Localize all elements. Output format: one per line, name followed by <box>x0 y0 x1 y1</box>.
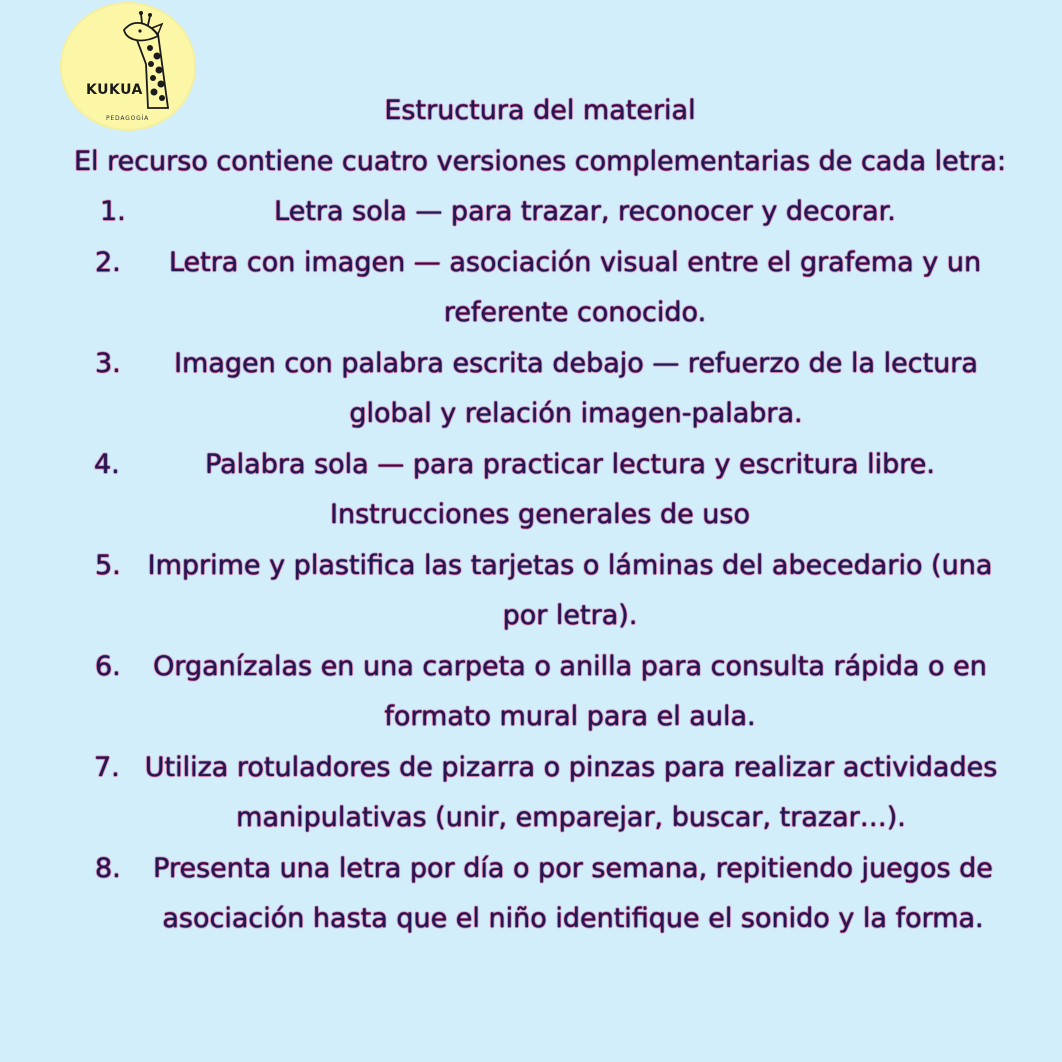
list-item-number: 4. <box>94 448 120 480</box>
list-item <box>62 541 1018 642</box>
list-item-text: Palabra sola — para practicar lectura y escritura libre. <box>205 448 935 480</box>
list-item-number: 7. <box>94 751 120 783</box>
list-item <box>62 187 1018 238</box>
list-item <box>62 440 1018 491</box>
list-item <box>62 238 1018 339</box>
instructions-title: Instrucciones generales de uso <box>330 499 750 530</box>
list-item-text: Imagen con palabra escrita debajo — refuerzo de la lectura global y relación imagen-palabra. <box>174 347 978 429</box>
document-body <box>62 86 1018 945</box>
logo-brand: KUKUA <box>86 82 143 98</box>
list-item-text: Imprime y plastifica las tarjetas o láminas del abecedario (una por letra). <box>147 549 993 631</box>
intro-text: El recurso contiene cuatro versiones complementarias de cada letra: <box>73 145 1007 177</box>
list-item <box>62 642 1018 743</box>
list-item-number: 5. <box>95 549 121 581</box>
list-item-number: 1. <box>100 196 126 227</box>
section-title: Estructura del material <box>384 95 696 126</box>
list-item-text: Utiliza rotuladores de pizarra o pinzas para realizar actividades manipulativas (unir, emparejar, buscar, trazar…). <box>144 751 998 833</box>
logo-subtitle: PEDAGOGÍA <box>106 115 150 122</box>
list-item <box>62 844 1018 945</box>
list-item <box>62 743 1018 844</box>
list-item-text: Presenta una letra por día o por semana, repitiendo juegos de asociación hasta que el niño identifique el sonido y la forma. <box>153 852 993 934</box>
list-item-number: 2. <box>95 246 121 278</box>
list-item-number: 3. <box>95 347 121 379</box>
list-item-number: 6. <box>95 650 121 682</box>
list-item-text: Organízalas en una carpeta o anilla para consulta rápida o en formato mural para el aula. <box>153 650 987 732</box>
list-item <box>62 339 1018 440</box>
list-item-number: 8. <box>95 852 121 884</box>
list-item-text: Letra sola — para trazar, reconocer y decorar. <box>274 196 896 227</box>
list-item-text: Letra con imagen — asociación visual entre el grafema y un referente conocido. <box>168 246 982 328</box>
